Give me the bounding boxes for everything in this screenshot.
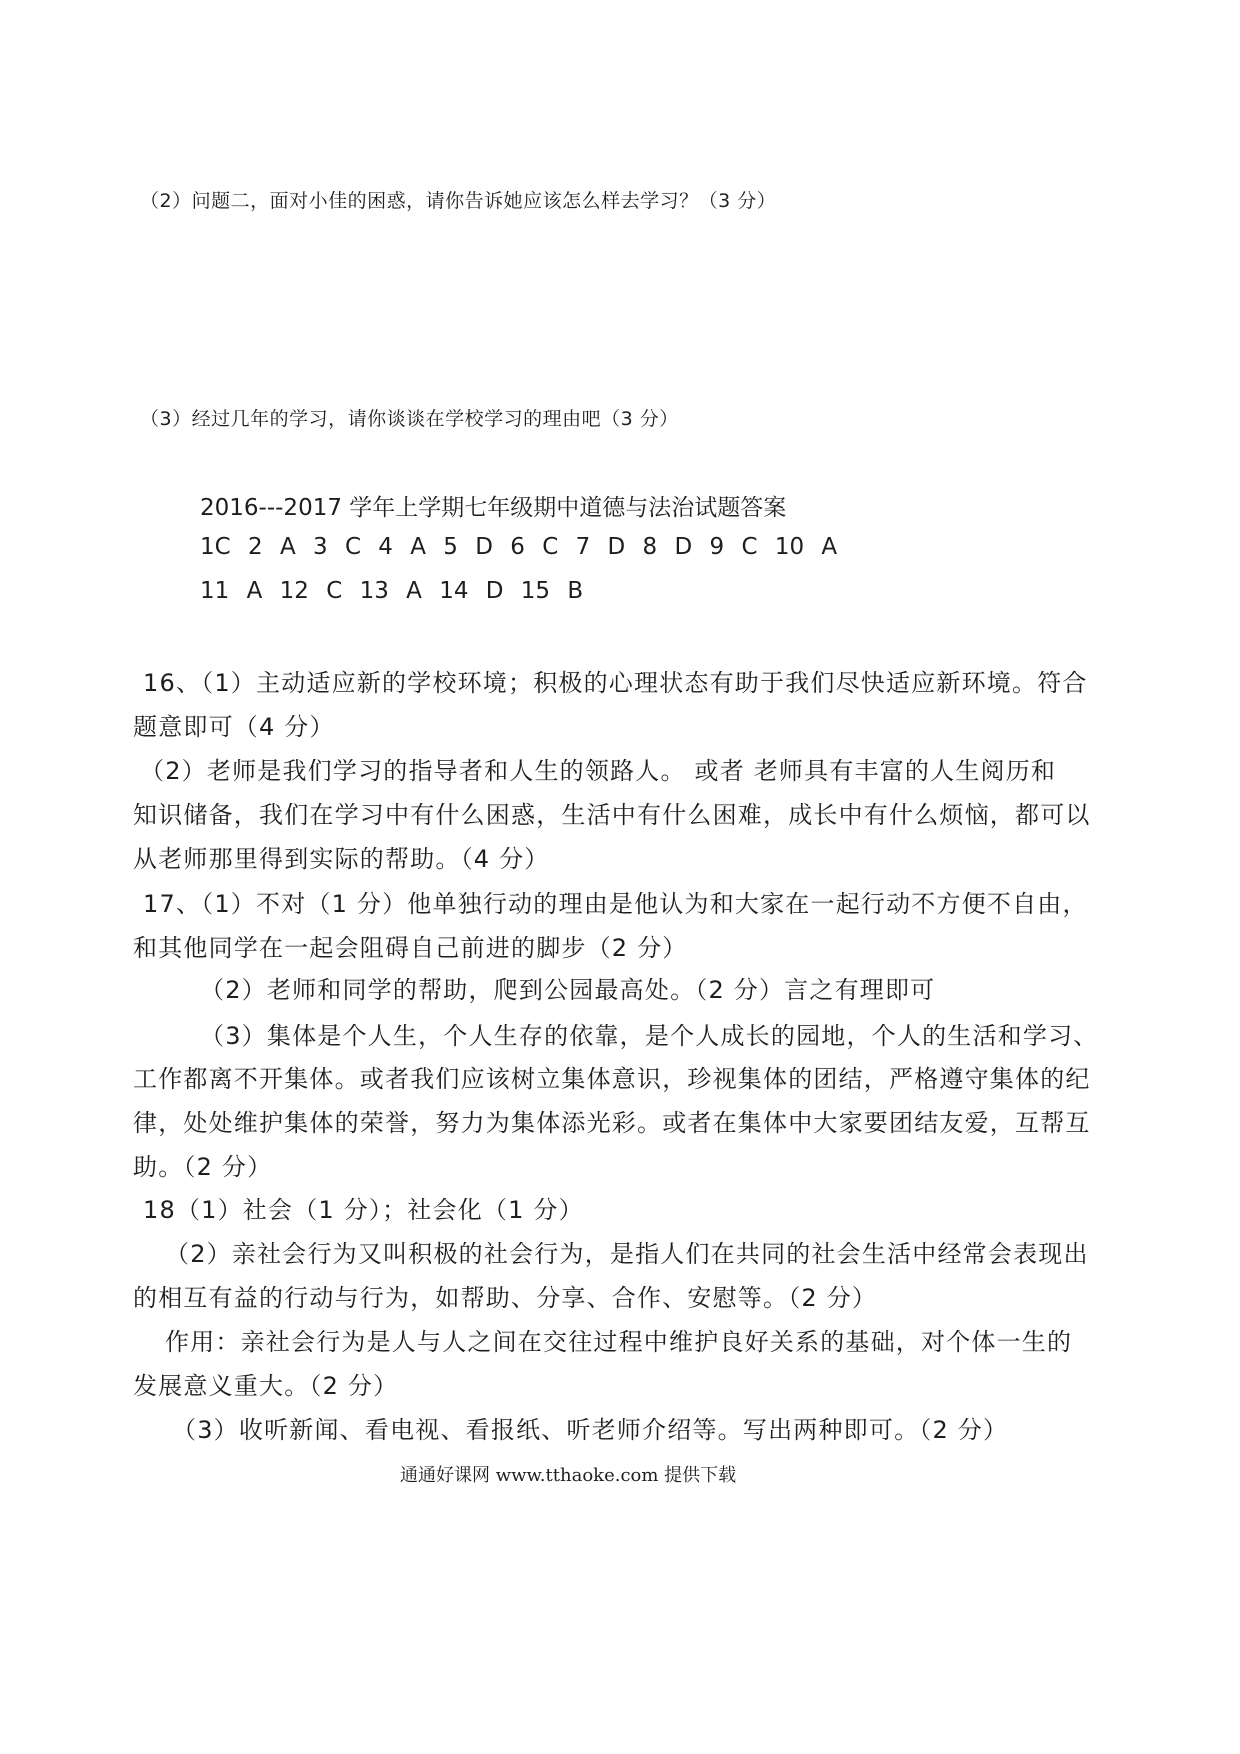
answer-key-row-1: 1C 2 A 3 C 4 A 5 D 6 C 7 D 8 D 9 C 10 A — [200, 534, 838, 560]
answer-line: 从老师那里得到实际的帮助。（4 分） — [133, 845, 550, 873]
answer-line: 助。（2 分） — [133, 1153, 273, 1181]
question-3: （3）经过几年的学习，请你谈谈在学校学习的理由吧（3 分） — [140, 408, 679, 430]
answer-key-title: 2016---2017 学年上学期七年级期中道德与法治试题答案 — [200, 495, 787, 521]
answer-line: 作用：亲社会行为是人与人之间在交往过程中维护良好关系的基础，对个体一生的 — [165, 1328, 1073, 1356]
answer-line: 和其他同学在一起会阻碍自己前进的脚步（2 分） — [133, 934, 688, 962]
answer-line: 发展意义重大。（2 分） — [133, 1372, 399, 1400]
answer-line: 知识储备，我们在学习中有什么困惑，生活中有什么困难，成长中有什么烦恼，都可以 — [133, 801, 1091, 829]
answer-line: 18（1）社会（1 分）；社会化（1 分） — [143, 1196, 584, 1224]
answer-line: （2）亲社会行为又叫积极的社会行为，是指人们在共同的社会生活中经常会表现出 — [165, 1240, 1089, 1268]
answer-line: 题意即可（4 分） — [133, 713, 335, 741]
answer-line: （3）收听新闻、看电视、看报纸、听老师介绍等。写出两种即可。（2 分） — [172, 1416, 1009, 1444]
answer-line: （3）集体是个人生，个人生存的依靠，是个人成长的园地，个人的生活和学习、 — [200, 1022, 1099, 1050]
footer-watermark: 通通好课网 www.tthaoke.com 提供下载 — [400, 1465, 737, 1486]
answer-line: 工作都离不开集体。或者我们应该树立集体意识，珍视集体的团结，严格遵守集体的纪 — [133, 1065, 1091, 1093]
answer-line: 律，处处维护集体的荣誉，努力为集体添光彩。或者在集体中大家要团结友爱，互帮互 — [133, 1109, 1091, 1137]
question-2: （2）问题二，面对小佳的困惑，请你告诉她应该怎么样去学习？（3 分） — [140, 190, 777, 212]
answer-line: 16、（1）主动适应新的学校环境；积极的心理状态有助于我们尽快适应新环境。符合 — [143, 669, 1088, 697]
answer-line: （2）老师和同学的帮助，爬到公园最高处。（2 分）言之有理即可 — [200, 976, 936, 1004]
answer-line: 17、（1）不对（1 分）他单独行动的理由是他认为和大家在一起行动不方便不自由， — [143, 890, 1088, 918]
answer-key-row-2: 11 A 12 C 13 A 14 D 15 B — [200, 578, 584, 604]
answer-line: （2）老师是我们学习的指导者和人生的领路人。 或者 老师具有丰富的人生阅历和 — [140, 757, 1057, 785]
answer-line: 的相互有益的行动与行为，如帮助、分享、合作、安慰等。（2 分） — [133, 1284, 878, 1312]
